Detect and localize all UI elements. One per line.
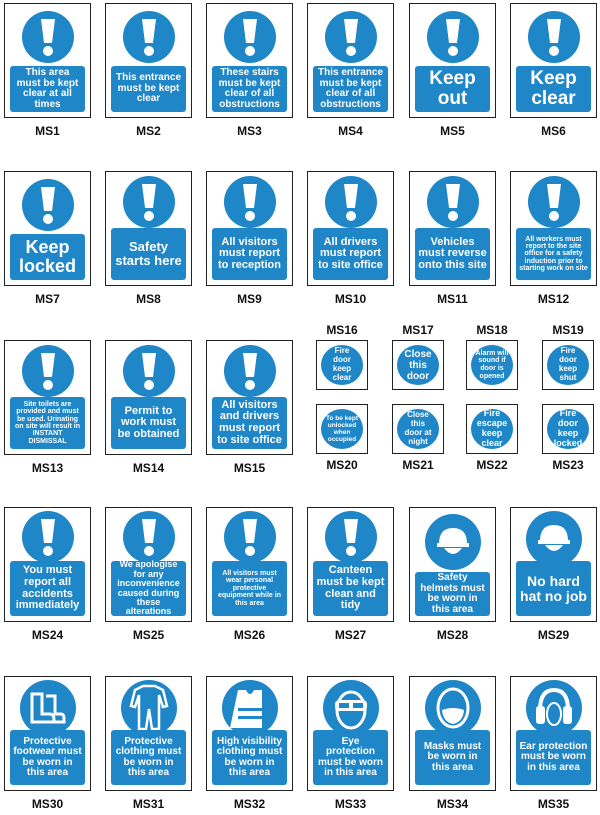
exclamation-icon	[240, 351, 260, 391]
sign-code: MS27	[334, 628, 367, 642]
sign-circle	[425, 680, 481, 736]
vest-icon	[230, 686, 270, 730]
sign-text: Safety starts here	[111, 228, 186, 280]
sign-circle	[325, 176, 377, 228]
sign-ms29	[510, 507, 597, 622]
sign-ms32	[206, 676, 293, 791]
small-sign-text: Fire door keep clear	[321, 345, 363, 385]
sign-circle	[528, 176, 580, 228]
sign-circle	[427, 11, 479, 63]
helmet-icon	[532, 517, 576, 561]
sign-code: MS19	[552, 323, 584, 337]
sign-code: MS14	[132, 461, 165, 475]
sign-circle	[526, 511, 582, 567]
sign-text: Eye protection must be worn in this area	[313, 730, 388, 785]
sign-circle	[222, 680, 278, 736]
sign-code: MS1	[35, 124, 60, 138]
sign-ms13	[4, 340, 91, 455]
small-sign-ms23	[542, 404, 594, 454]
sign-circle	[121, 680, 177, 736]
sign-ms27	[307, 507, 394, 622]
exclamation-icon	[544, 17, 564, 57]
small-sign-text: Alarm will sound if door is opened	[471, 345, 513, 385]
sign-text: All visitors and drivers must report to site office	[212, 397, 287, 449]
exclamation-icon	[38, 351, 58, 391]
exclamation-icon	[544, 182, 564, 222]
sign-code: MS21	[402, 458, 434, 472]
small-sign-text: Fire escape keep clear	[471, 409, 513, 449]
sign-ms7	[4, 171, 91, 286]
sign-ms34	[409, 676, 496, 791]
small-sign-text: Close this door	[397, 345, 439, 385]
exclamation-icon	[443, 182, 463, 222]
sign-code: MS29	[537, 628, 570, 642]
sign-code: MS30	[31, 797, 64, 811]
sign-circle	[526, 680, 582, 736]
sign-text: You must report all accidents immediately	[10, 561, 85, 616]
sign-ms1	[4, 3, 91, 118]
sign-ms10	[307, 171, 394, 286]
sign-text: Keep locked	[10, 234, 85, 280]
sign-circle	[123, 176, 175, 228]
sign-code: MS7	[35, 292, 60, 306]
sign-ms31	[105, 676, 192, 791]
sign-ms28	[409, 507, 496, 622]
sign-circle	[123, 511, 175, 563]
sign-code: MS8	[136, 292, 161, 306]
sign-ms11	[409, 171, 496, 286]
sign-text: Masks must be worn in this area	[415, 730, 490, 785]
sign-code: MS15	[233, 461, 266, 475]
small-sign-text: Fire door keep locked	[547, 409, 589, 449]
sign-circle	[528, 11, 580, 63]
sign-circle	[224, 345, 276, 397]
helmet-icon	[431, 520, 475, 564]
sign-code: MS10	[334, 292, 367, 306]
sign-circle	[427, 176, 479, 228]
sign-ms3	[206, 3, 293, 118]
sign-code: MS32	[233, 797, 266, 811]
sign-ms24	[4, 507, 91, 622]
mask-icon	[431, 686, 475, 730]
sign-ms2	[105, 3, 192, 118]
sign-circle	[123, 345, 175, 397]
sign-text: Keep out	[415, 66, 490, 112]
exclamation-icon	[38, 185, 58, 225]
sign-text: All workers must report to the site office for a safety induction prior to starting work on site	[516, 228, 591, 280]
sign-text: High visibility clothing must be worn in this area	[212, 730, 287, 785]
sign-circle	[325, 11, 377, 63]
sign-ms9	[206, 171, 293, 286]
sign-code: MS3	[237, 124, 262, 138]
sign-circle	[325, 511, 377, 563]
sign-code: MS34	[436, 797, 469, 811]
sign-circle	[323, 680, 379, 736]
small-sign-ms17	[392, 340, 444, 390]
exclamation-icon	[240, 517, 260, 557]
exclamation-icon	[139, 17, 159, 57]
sign-text: All drivers must report to site office	[313, 228, 388, 280]
sign-text: Ear protection must be worn in this area	[516, 730, 591, 785]
sign-code: MS16	[326, 323, 358, 337]
sign-code: MS31	[132, 797, 165, 811]
sign-ms12	[510, 171, 597, 286]
small-sign-ms16	[316, 340, 368, 390]
sign-code: MS2	[136, 124, 161, 138]
exclamation-icon	[341, 17, 361, 57]
sign-text: Canteen must be kept clean and tidy	[313, 561, 388, 616]
sign-circle	[224, 511, 276, 563]
exclamation-icon	[240, 17, 260, 57]
sign-circle	[20, 680, 76, 736]
sign-text: Keep clear	[516, 66, 591, 112]
sign-ms8	[105, 171, 192, 286]
sign-text: This entrance must be kept clear of all obstructions	[313, 66, 388, 112]
sign-circle	[22, 179, 74, 231]
sign-ms14	[105, 340, 192, 455]
exclamation-icon	[38, 517, 58, 557]
sign-code: MS28	[436, 628, 469, 642]
sign-text: All visitors must report to reception	[212, 228, 287, 280]
small-sign-ms20	[316, 404, 368, 454]
sign-ms25	[105, 507, 192, 622]
sign-ms33	[307, 676, 394, 791]
small-sign-ms19	[542, 340, 594, 390]
sign-ms35	[510, 676, 597, 791]
exclamation-icon	[341, 517, 361, 557]
sign-code: MS13	[31, 461, 64, 475]
sign-code: MS24	[31, 628, 64, 642]
exclamation-icon	[139, 517, 159, 557]
sign-text: Permit to work must be obtained	[111, 397, 186, 449]
sign-code: MS35	[537, 797, 570, 811]
sign-circle	[22, 511, 74, 563]
exclamation-icon	[240, 182, 260, 222]
sign-ms5	[409, 3, 496, 118]
exclamation-icon	[341, 182, 361, 222]
sign-text: All visitors must wear personal protective equipment while in this area	[212, 561, 287, 616]
sign-code: MS12	[537, 292, 570, 306]
sign-code: MS11	[437, 292, 468, 306]
sign-circle	[22, 11, 74, 63]
sign-ms26	[206, 507, 293, 622]
exclamation-icon	[139, 182, 159, 222]
sign-circle	[22, 345, 74, 397]
sign-text: Protective footwear must be worn in this area	[10, 730, 85, 785]
exclamation-icon	[139, 351, 159, 391]
sign-text: These stairs must be kept clear of all obstructions	[212, 66, 287, 112]
sign-code: MS6	[541, 124, 566, 138]
sign-code: MS9	[237, 292, 262, 306]
exclamation-icon	[443, 17, 463, 57]
sign-text: This area must be kept clear at all times	[10, 66, 85, 112]
small-sign-ms18	[466, 340, 518, 390]
sign-circle	[123, 11, 175, 63]
sign-code: MS22	[476, 458, 508, 472]
sign-circle	[425, 514, 481, 570]
sign-text: We apologise for any inconvenience caused during these alterations	[111, 561, 186, 616]
sign-text: Protective clothing must be worn in this area	[111, 730, 186, 785]
sign-code: MS26	[233, 628, 266, 642]
small-sign-text: To be kept unlocked when occupied	[321, 409, 363, 449]
sign-text: Vehicles must reverse onto this site	[415, 228, 490, 280]
sign-code: MS4	[338, 124, 363, 138]
sign-text: This entrance must be kept clear	[111, 66, 186, 112]
sign-ms15	[206, 340, 293, 455]
sign-text: Site toilets are provided and must be used. Urinating on site will result in INSTANT DISMISSAL	[10, 397, 85, 449]
sign-circle	[224, 11, 276, 63]
sign-ms6	[510, 3, 597, 118]
sign-text: No hard hat no job	[516, 561, 591, 616]
overalls-icon	[129, 684, 169, 732]
sign-code: MS18	[476, 323, 508, 337]
boots-icon	[26, 688, 70, 728]
exclamation-icon	[38, 17, 58, 57]
sign-code: MS23	[552, 458, 584, 472]
small-sign-text: Close this door at night	[397, 409, 439, 449]
sign-code: MS5	[440, 124, 465, 138]
sign-ms4	[307, 3, 394, 118]
sign-code: MS20	[326, 458, 358, 472]
goggles-icon	[329, 686, 373, 730]
sign-text: Safety helmets must be worn in this area	[415, 572, 490, 616]
sign-code: MS25	[132, 628, 165, 642]
sign-code: MS17	[402, 323, 434, 337]
sign-code: MS33	[334, 797, 367, 811]
sign-circle	[224, 176, 276, 228]
sign-ms30	[4, 676, 91, 791]
ear-defenders-icon	[532, 686, 576, 730]
small-sign-text: Fire door keep shut	[547, 345, 589, 385]
small-sign-ms22	[466, 404, 518, 454]
small-sign-ms21	[392, 404, 444, 454]
